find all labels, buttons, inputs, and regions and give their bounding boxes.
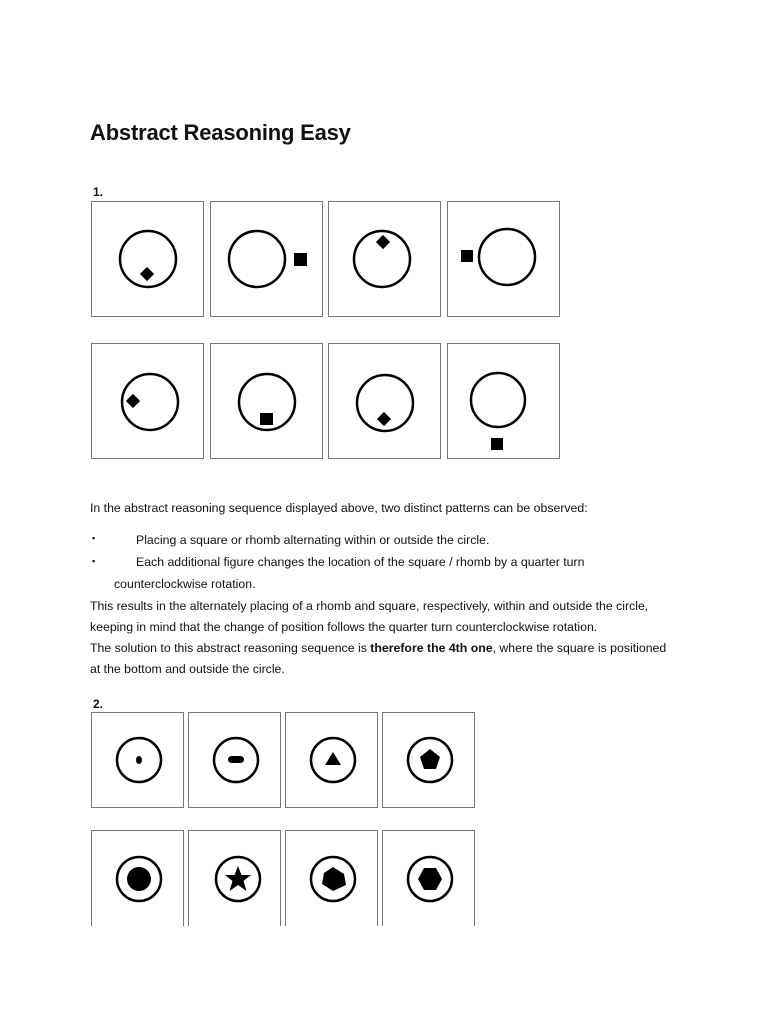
circle-with-inner-rhomb-left-icon bbox=[92, 344, 203, 458]
q2-option-1[interactable] bbox=[91, 830, 184, 940]
circle-with-inner-square-bottom-icon bbox=[211, 344, 322, 458]
q2-sequence-figure-1 bbox=[91, 712, 184, 808]
bullet-marker: ▪ bbox=[92, 556, 96, 566]
circle-with-inner-rhomb-bottom-icon bbox=[329, 344, 440, 458]
q1-solution-paragraph bbox=[90, 638, 670, 680]
q1-bullet-2-line-2: counterclockwise rotation. bbox=[114, 577, 256, 591]
q1-sequence-figure-1 bbox=[91, 201, 204, 317]
q1-intro-text: In the abstract reasoning sequence displayed above, two distinct patterns can be observed: bbox=[90, 501, 588, 515]
q2-option-2[interactable] bbox=[188, 830, 281, 940]
bullet-marker: ▪ bbox=[92, 533, 96, 543]
q1-bullet-1: Placing a square or rhomb alternating within or outside the circle. bbox=[136, 533, 490, 547]
circle-with-inner-rhomb-bottom-icon bbox=[92, 202, 203, 316]
circle-with-filled-circle-icon bbox=[92, 831, 183, 939]
circle-with-short-bar-icon bbox=[189, 713, 280, 807]
q1-bullet-2-line-1: Each additional figure changes the location of the square / rhomb by a quarter turn bbox=[136, 555, 585, 569]
q1-solution-text-start: The solution to this abstract reasoning sequence is bbox=[90, 641, 371, 655]
circle-with-irregular-polygon-icon bbox=[286, 831, 377, 939]
q1-option-2[interactable] bbox=[210, 343, 323, 459]
question-2-number: 2. bbox=[93, 697, 104, 711]
q1-solution-answer: therefore the 4th one bbox=[370, 641, 493, 655]
page-bottom-margin bbox=[0, 926, 768, 1024]
circle-with-inner-rhomb-top-icon bbox=[329, 202, 440, 316]
circle-with-outer-square-left-icon bbox=[448, 202, 559, 316]
circle-with-star-icon bbox=[189, 831, 280, 939]
q1-option-3[interactable] bbox=[328, 343, 441, 459]
q2-sequence-figure-2 bbox=[188, 712, 281, 808]
q1-sequence-figure-2 bbox=[210, 201, 323, 317]
q2-option-4[interactable] bbox=[382, 830, 475, 940]
question-1-number: 1. bbox=[93, 185, 104, 199]
q1-sequence-figure-3 bbox=[328, 201, 441, 317]
q1-solution-text-end: , where the square is positioned at the bottom and outside the circle. bbox=[90, 641, 667, 676]
q1-explanation-paragraph: This results in the alternately placing of a rhomb and square, respectively, within and outside the circle, keeping in mind that the change of position follows the quarter turn counterclockwise rotation. bbox=[90, 599, 649, 634]
q2-sequence-figure-3 bbox=[285, 712, 378, 808]
circle-with-outer-square-bottom-icon bbox=[448, 344, 559, 458]
circle-with-pentagon-icon bbox=[383, 713, 474, 807]
circle-with-hexagon-icon bbox=[383, 831, 474, 939]
q1-option-4[interactable] bbox=[447, 343, 560, 459]
q2-option-3[interactable] bbox=[285, 830, 378, 940]
circle-with-small-dot-icon bbox=[92, 713, 183, 807]
circle-with-outer-square-right-icon bbox=[211, 202, 322, 316]
circle-with-triangle-icon bbox=[286, 713, 377, 807]
q1-option-1[interactable] bbox=[91, 343, 204, 459]
q2-sequence-figure-4 bbox=[382, 712, 475, 808]
q1-sequence-figure-4 bbox=[447, 201, 560, 317]
page-title: Abstract Reasoning Easy bbox=[90, 120, 351, 145]
